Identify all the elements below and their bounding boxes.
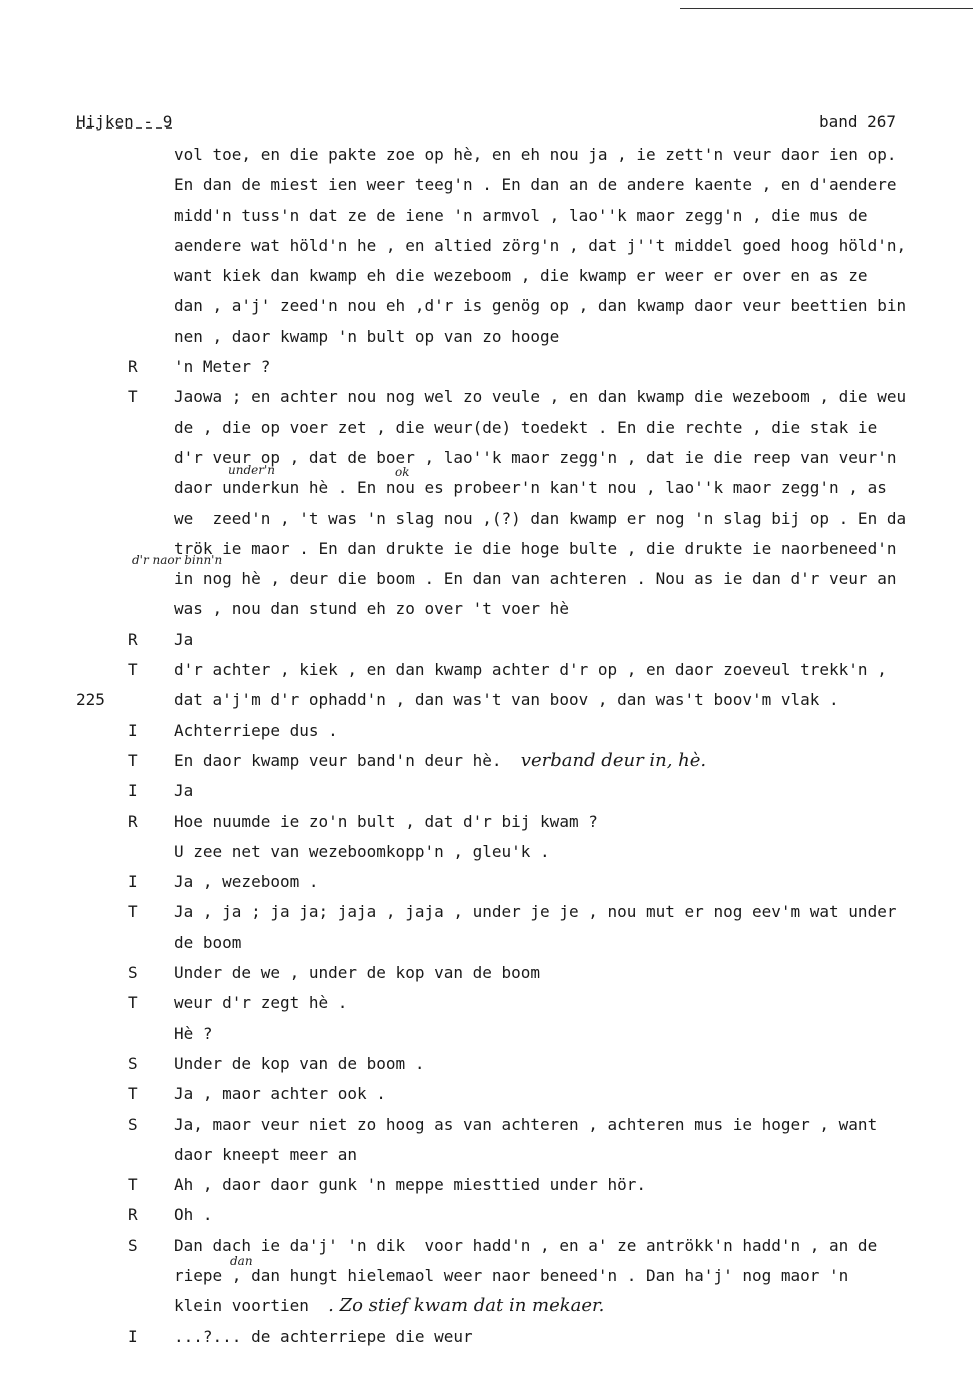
transcript-line xyxy=(0,231,973,261)
speaker-label: T xyxy=(128,902,138,922)
typed-text: Dan dach ie da'j' 'n dik voor hadd'n , en a' ze antrökk'n hadd'n , an de xyxy=(174,1235,878,1255)
speaker-label: I xyxy=(128,872,138,892)
line-text xyxy=(174,443,973,473)
transcript-line xyxy=(0,655,973,685)
transcript-line xyxy=(0,564,973,594)
line-text xyxy=(174,988,973,1018)
transcript-line xyxy=(0,837,973,867)
speaker-label: S xyxy=(128,1053,138,1073)
line-text xyxy=(174,322,973,352)
speaker-label: T xyxy=(128,750,138,770)
typed-text: dat a'j'm d'r ophadd'n , dan was't van boov , dan was't boov'm vlak . xyxy=(174,690,839,710)
transcript-line xyxy=(0,413,973,443)
speaker-label: R xyxy=(128,357,138,377)
typed-text: want kiek dan kwamp eh die wezeboom , die kwamp er weer er over en as ze xyxy=(174,266,868,286)
line-text xyxy=(174,655,973,685)
speaker-label: T xyxy=(128,993,138,1013)
header-title: Hijken - 9 xyxy=(76,112,173,131)
transcript-line xyxy=(0,958,973,988)
typed-text: weur d'r zegt hè . xyxy=(174,993,348,1013)
typed-text: de boom xyxy=(174,932,242,952)
speaker-label: T xyxy=(128,660,138,680)
line-text xyxy=(174,1140,973,1170)
line-number: 225 xyxy=(76,690,105,710)
transcript-line xyxy=(0,1079,973,1109)
typed-text: riepe , dan hungt hielemaol weer naor beneed'n . Dan ha'j' nog maor 'n xyxy=(174,1265,849,1285)
transcript-line xyxy=(0,1140,973,1170)
line-text xyxy=(174,1049,973,1079)
line-text xyxy=(174,473,973,503)
line-text xyxy=(174,140,973,170)
transcript-line xyxy=(0,1231,973,1261)
typed-text: Ja xyxy=(174,629,194,649)
line-text xyxy=(174,867,973,897)
transcript-line xyxy=(0,504,973,534)
typed-text: aendere wat höld'n he , en altied zörg'n , dat j''t middel goed hoog höld'n, xyxy=(174,235,907,255)
handwritten-margin-note: d'r naor binn'n xyxy=(132,553,223,567)
transcript-line xyxy=(0,443,973,473)
line-text xyxy=(174,564,973,594)
transcript-line xyxy=(0,1019,973,1049)
line-text xyxy=(174,261,973,291)
line-text xyxy=(174,837,973,867)
line-text xyxy=(174,1019,973,1049)
typed-text: klein voortien xyxy=(174,1296,309,1316)
speaker-label: R xyxy=(128,1205,138,1225)
line-text xyxy=(174,413,973,443)
speaker-label: S xyxy=(128,963,138,983)
speaker-label: R xyxy=(128,811,138,831)
line-text xyxy=(174,594,973,624)
transcript-line xyxy=(0,1049,973,1079)
typed-text: we zeed'n , 't was 'n slag nou ,(?) dan kwamp er nog 'n slag bij op . En da xyxy=(174,508,907,528)
typed-text: daor kneept meer an xyxy=(174,1144,358,1164)
transcript-line xyxy=(0,170,973,200)
handwritten-note-dan: dan xyxy=(230,1254,253,1268)
line-text xyxy=(174,291,973,321)
typed-text: Ja, maor veur niet zo hoog as van achteren , achteren mus ie hoger , want xyxy=(174,1114,878,1134)
typed-text: Ja , wezeboom . xyxy=(174,872,319,892)
typed-text: Ja , ja ; ja ja; jaja , jaja , under je je , nou mut er nog eev'm wat under xyxy=(174,902,897,922)
line-text xyxy=(174,1322,973,1352)
typed-text: Hè ? xyxy=(174,1023,213,1043)
typed-text: was , nou dan stund eh zo over 't voer hè xyxy=(174,599,569,619)
line-text xyxy=(174,897,973,927)
transcript-line xyxy=(0,1322,973,1352)
typed-text: dan , a'j' zeed'n nou eh ,d'r is genög op , dan kwamp daor veur beettien bin xyxy=(174,296,907,316)
handwritten-text: verband deur in, hè. xyxy=(520,749,707,771)
handwritten-note-ok: ok xyxy=(395,465,410,479)
line-text xyxy=(174,382,973,412)
transcript xyxy=(0,140,973,1352)
typed-text: trök ie maor . En dan drukte ie die hoge bulte , die drukte ie naorbeneed'n xyxy=(174,538,897,558)
line-text xyxy=(174,1079,973,1109)
line-text xyxy=(174,928,973,958)
transcript-line xyxy=(0,716,973,746)
line-text xyxy=(174,534,973,564)
line-text xyxy=(174,1291,973,1321)
line-text xyxy=(174,807,973,837)
speaker-label: R xyxy=(128,629,138,649)
transcript-line xyxy=(0,625,973,655)
handwritten-note-under: under'n xyxy=(228,463,276,477)
transcript-line xyxy=(0,988,973,1018)
transcript-line xyxy=(0,473,973,503)
typed-text: 'n Meter ? xyxy=(174,357,271,377)
transcript-line xyxy=(0,746,973,776)
line-text xyxy=(174,1261,973,1291)
speaker-label: T xyxy=(128,1084,138,1104)
transcript-line xyxy=(0,140,973,170)
transcript-line xyxy=(0,1200,973,1230)
line-text xyxy=(174,716,973,746)
transcript-line xyxy=(0,594,973,624)
speaker-label: I xyxy=(128,781,138,801)
line-text xyxy=(174,746,973,776)
line-text xyxy=(174,201,973,231)
speaker-label: S xyxy=(128,1235,138,1255)
line-text xyxy=(174,231,973,261)
line-text xyxy=(174,170,973,200)
transcript-line xyxy=(0,897,973,927)
line-text xyxy=(174,776,973,806)
typed-text: Ja xyxy=(174,781,194,801)
transcript-line xyxy=(0,807,973,837)
typed-text: Under de kop van de boom . xyxy=(174,1053,425,1073)
line-text xyxy=(174,685,973,715)
typed-text: nen , daor kwamp 'n bult op van zo hooge xyxy=(174,326,560,346)
line-text xyxy=(174,1170,973,1200)
transcript-line xyxy=(0,1110,973,1140)
typed-text: En dan de miest ien weer teeg'n . En dan an de andere kaente , en d'aendere xyxy=(174,175,897,195)
typed-text: d'r achter , kiek , en dan kwamp achter d'r op , en daor zoeveul trekk'n , xyxy=(174,660,887,680)
typed-text: Ah , daor daor gunk 'n meppe miesttied under hör. xyxy=(174,1175,647,1195)
line-text xyxy=(174,352,973,382)
transcript-line xyxy=(0,776,973,806)
speaker-label: I xyxy=(128,720,138,740)
transcript-line xyxy=(0,261,973,291)
transcript-line xyxy=(0,201,973,231)
line-text xyxy=(174,1200,973,1230)
line-text xyxy=(174,504,973,534)
typed-text: midd'n tuss'n dat ze de iene 'n armvol , lao''k maor zegg'n , die mus de xyxy=(174,205,868,225)
typed-text: Achterriepe dus . xyxy=(174,720,338,740)
transcript-line xyxy=(0,867,973,897)
speaker-label: S xyxy=(128,1114,138,1134)
transcript-line xyxy=(0,352,973,382)
typed-text: Hoe nuumde ie zo'n bult , dat d'r bij kwam ? xyxy=(174,811,598,831)
typed-text: U zee net van wezeboomkopp'n , gleu'k . xyxy=(174,841,550,861)
transcript-line xyxy=(0,1170,973,1200)
transcript-line xyxy=(0,928,973,958)
typed-text: d'r veur op , dat de boer , lao''k maor zegg'n , dat ie die reep van veur'n xyxy=(174,447,897,467)
transcript-line xyxy=(0,1261,973,1291)
typed-text: in nog hè , deur die boom . En dan van achteren . Nou as ie dan d'r veur an xyxy=(174,569,897,589)
typed-text: Oh . xyxy=(174,1205,213,1225)
transcript-line xyxy=(0,322,973,352)
transcript-line xyxy=(0,382,973,412)
typed-text: Under de we , under de kop van de boom xyxy=(174,963,541,983)
line-text xyxy=(174,625,973,655)
typed-text: daor underkun hè . En nou es probeer'n kan't nou , lao''k maor zegg'n , as xyxy=(174,478,887,498)
header-band: band 267 xyxy=(818,112,896,131)
transcript-line xyxy=(0,291,973,321)
typed-text: En daor kwamp veur band'n deur hè. xyxy=(174,750,502,770)
speaker-label: I xyxy=(128,1326,138,1346)
line-text xyxy=(174,1110,973,1140)
typed-text: vol toe, en die pakte zoe op hè, en eh nou ja , ie zett'n veur daor ien op. xyxy=(174,145,897,164)
speaker-label: T xyxy=(128,387,138,407)
line-text xyxy=(174,1231,973,1261)
handwritten-text: . Zo stief kwam dat in mekaer. xyxy=(328,1295,605,1317)
page-header xyxy=(76,112,896,136)
typed-text: de , die op voer zet , die weur(de) toedekt . En die rechte , die stak ie xyxy=(174,417,878,437)
transcript-line xyxy=(0,685,973,715)
typed-text: ...?... de achterriepe die weur xyxy=(174,1326,473,1346)
top-rule xyxy=(680,8,973,9)
transcript-line xyxy=(0,1291,973,1321)
line-text xyxy=(174,958,973,988)
speaker-label: T xyxy=(128,1175,138,1195)
typed-text: Ja , maor achter ook . xyxy=(174,1084,386,1104)
typed-text: Jaowa ; en achter nou nog wel zo veule , en dan kwamp die wezeboom , die weu xyxy=(174,387,907,407)
